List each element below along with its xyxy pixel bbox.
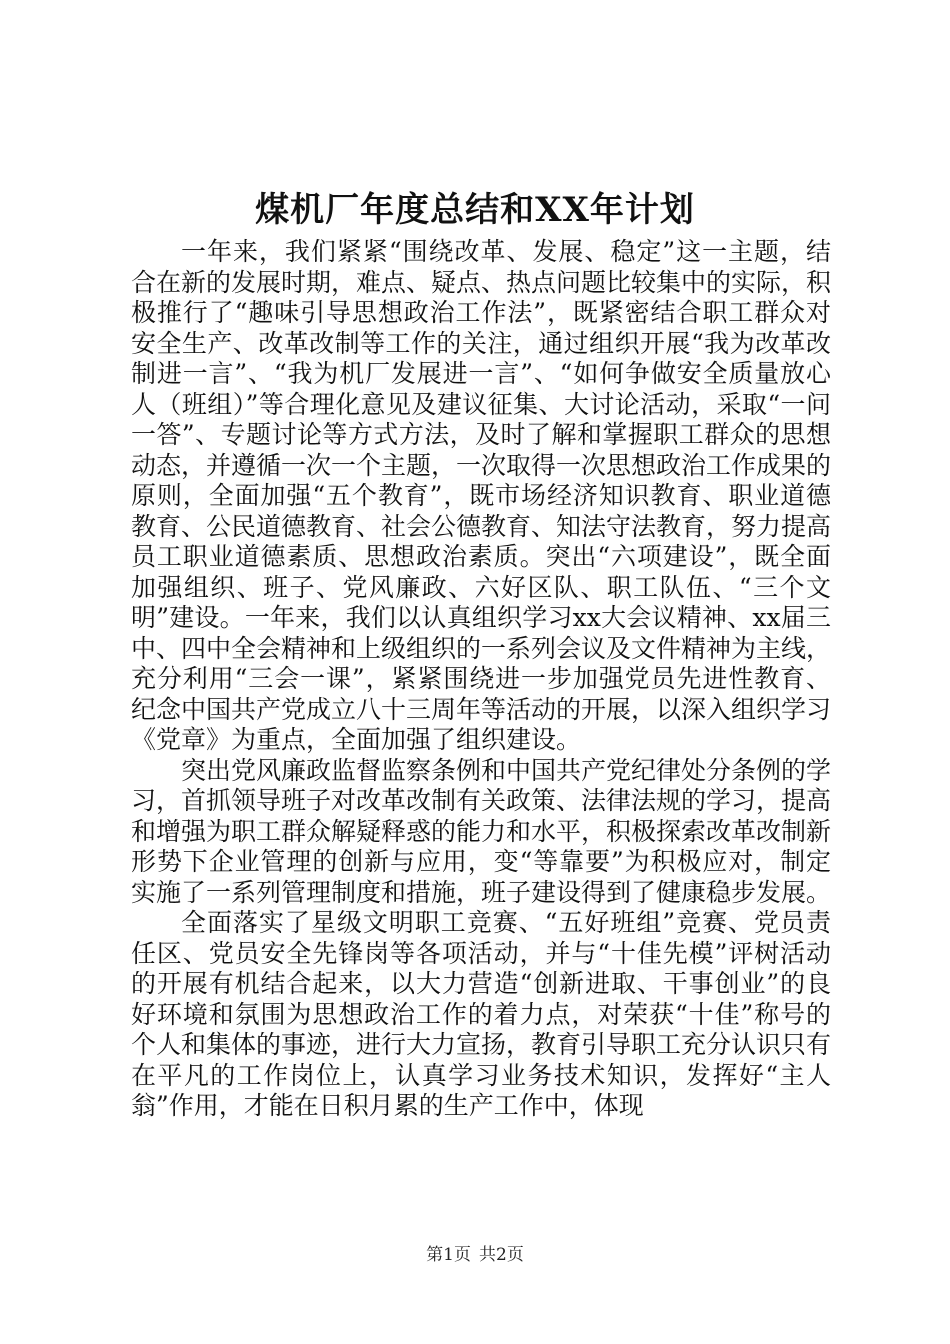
paragraph: 突出党风廉政监督监察条例和中国共产党纪律处分条例的学习，首抓领导班子对改革改制有关政策、法律法规的学习，提高和增强为职工群众解疑释惑的能力和水平，积极探索改革改制新形势下企业管理的创新与应用，变“等靠要”为积极应对，制定实施了一系列管理制度和措施，班子建设得到了健康稳步发展。 [131,755,832,907]
page-number: 第1页 [426,1245,471,1265]
paragraph: 一年来，我们紧紧“围绕改革、发展、稳定”这一主题，结合在新的发展时期，难点、疑点、热点问题比较集中的实际，积极推行了“趣味引导思想政治工作法”，既紧密结合职工群众对安全生产、改革改制等工作的关注，通过组织开展“我为改革改制进一言”、“我为机厂发展进一言”、“如何争做安全质量放心人（班组）”等合理化意见及建议征集、大讨论活动，采取“一问一答”、专题讨论等方式方法，及时了解和掌握职工群众的思想动态，并遵循一次一个主题，一次取得一次思想政治工作成果的原则，全面加强“五个教育”，既市场经济知识教育、职业道德教育、公民道德教育、社会公德教育、知法守法教育，努力提高员工职业道德素质、思想政治素质。突出“六项建设”，既全面加强组织、班子、党风廉政、六好区队、职工队伍、“三个文明”建设。一年来，我们以认真组织学习xx大会议精神、xx届三中、四中全会精神和上级组织的一系列会议及文件精神为主线，充分利用“三会一课”，紧紧围绕进一步加强党员先进性教育、纪念中国共产党成立八十三周年等活动的开展，以深入组织学习《党章》为重点，全面加强了组织建设。 [131,237,832,754]
page-total: 共2页 [479,1245,524,1265]
document-title: 煤机厂年度总结和XX年计划 [255,190,695,230]
document-body [131,237,831,1122]
paragraph: 全面落实了星级文明职工竞赛、“五好班组”竞赛、党员责任区、党员安全先锋岗等各项活动，并与“十佳先模”评树活动的开展有机结合起来，以大力营造“创新进取、干事创业”的良好环境和氛围为思想政治工作的着力点，对荣获“十佳”称号的个人和集体的事迹，进行大力宣扬，教育引导职工充分认识只有在平凡的工作岗位上，认真学习业务技术知识，发挥好“主人翁”作用，才能在日积月累的生产工作中，体现 [131,908,832,1120]
page-footer [0,1244,950,1266]
